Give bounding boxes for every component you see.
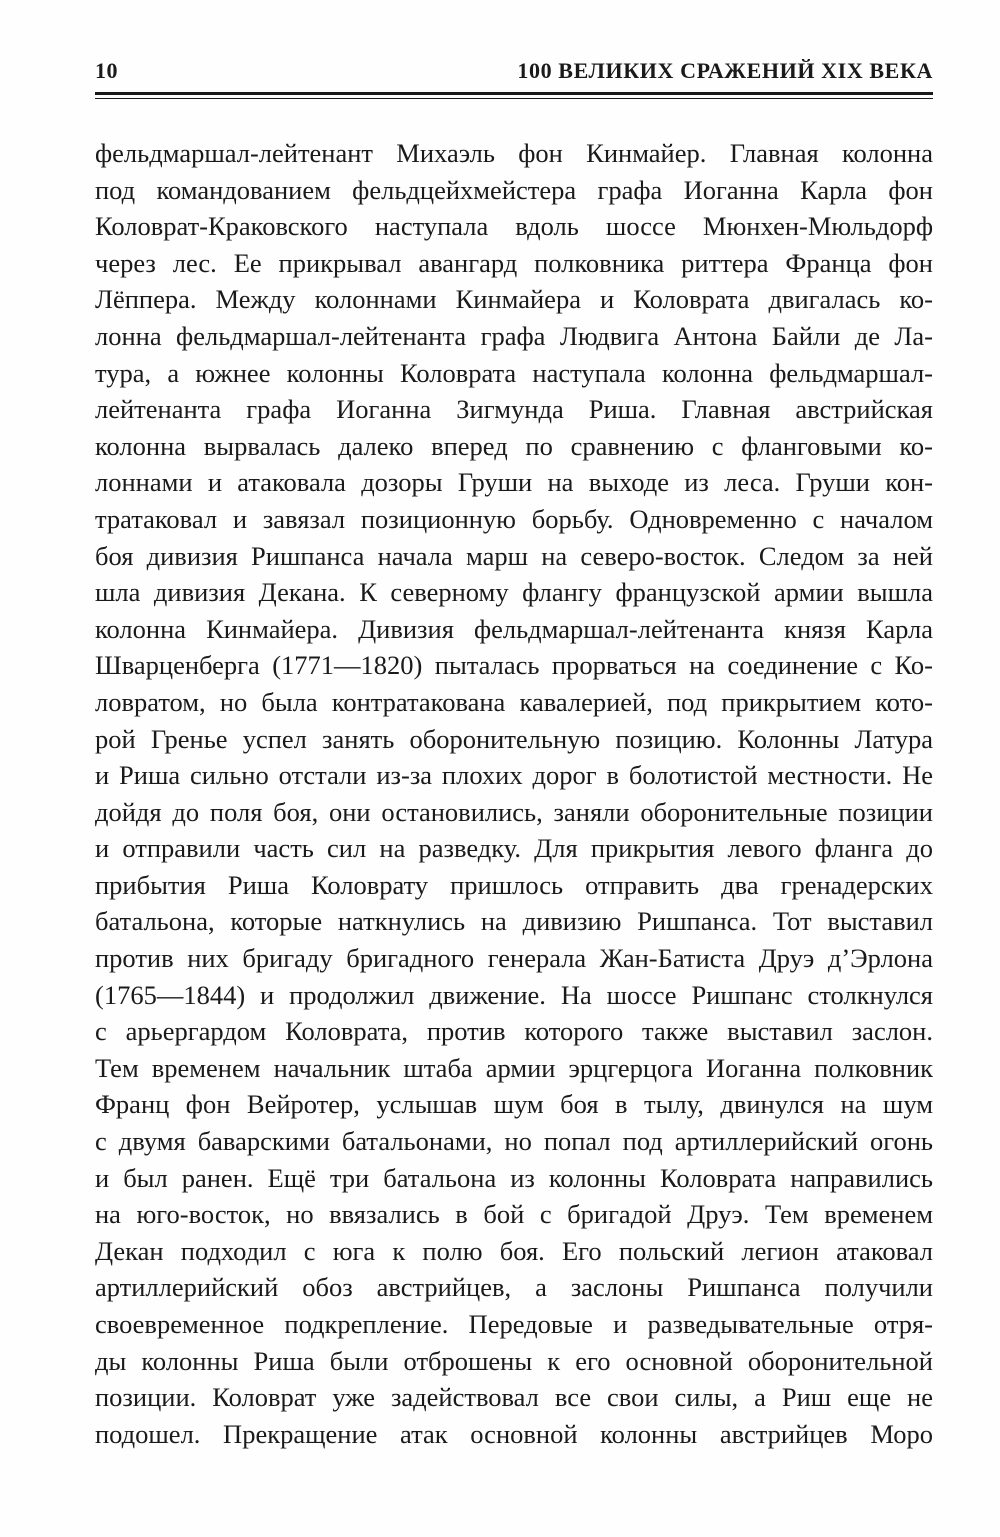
text-line: под командованием фельдцейхмейстера графа Иоганна Карла фон	[95, 174, 933, 205]
body-text	[95, 135, 933, 1452]
text-line: против них бригаду бригадного генерала Жан-Батиста Друэ д’Эрлона	[95, 943, 933, 974]
text-line: и был ранен. Ещё три батальона из колонны Коловрата направились	[95, 1162, 933, 1193]
text-line: (1765—1844) и продолжил движение. На шоссе Ришпанс столкнулся	[95, 979, 933, 1010]
running-head	[95, 58, 933, 92]
text-line: боя дивизия Ришпанса начала марш на северо-восток. Следом за ней	[95, 540, 933, 571]
text-line: с арьергардом Коловрата, против которого также выставил заслон.	[95, 1016, 933, 1047]
text-line: лонна фельдмаршал-лейтенанта графа Людвига Антона Байли де Ла-	[95, 320, 933, 351]
text-line: Шварценберга (1771—1820) пыталась прорваться на соединение с Ко-	[95, 650, 933, 681]
text-line: шла дивизия Декана. К северному флангу французской армии вышла	[95, 577, 933, 608]
text-line: рой Гренье успел занять оборонительную позицию. Колонны Латура	[95, 723, 933, 754]
text-line: ды колонны Риша были отброшены к его основной оборонительной	[95, 1345, 933, 1376]
text-line: и отправили часть сил на разведку. Для прикрытия левого фланга до	[95, 833, 933, 864]
text-line: подошел. Прекращение атак основной колонны австрийцев Моро	[95, 1418, 933, 1449]
text-line: дойдя до поля боя, они остановились, заняли оборонительные позиции	[95, 796, 933, 827]
text-line: фельдмаршал-лейтенант Михаэль фон Кинмайер. Главная колонна	[95, 138, 933, 168]
header-rule-thin	[95, 98, 933, 99]
text-line: с двумя баварскими батальонами, но попал под артиллерийский огонь	[95, 1126, 933, 1157]
text-line: Тем временем начальник штаба армии эрцгерцога Иоганна полковник	[95, 1052, 933, 1083]
text-line: прибытия Риша Коловрату пришлось отправить два гренадерских	[95, 869, 933, 900]
text-line: Лёппера. Между колоннами Кинмайера и Коловрата двигалась ко-	[95, 284, 933, 315]
text-line: позиции. Коловрат уже задействовал все свои силы, а Риш еще не	[95, 1382, 933, 1413]
text-line: на юго-восток, но ввязались в бой с бригадой Друэ. Тем временем	[95, 1199, 933, 1230]
book-title: 100 ВЕЛИКИХ СРАЖЕНИЙ XIX ВЕКА	[517, 58, 933, 83]
text-line: батальона, которые наткнулись на дивизию Ришпанса. Тот выставил	[95, 906, 933, 937]
text-line: колонна Кинмайера. Дивизия фельдмаршал-лейтенанта князя Карла	[95, 613, 933, 644]
text-line: и Риша сильно отстали из-за плохих дорог в болотистой местности. Не	[95, 760, 933, 791]
text-line: лейтенанта графа Иоганна Зигмунда Риша. Главная австрийская	[95, 394, 933, 425]
text-line: тура, а южнее колонны Коловрата наступала колонна фельдмаршал-	[95, 357, 933, 388]
text-line: Декан подходил с юга к полю боя. Его польский легион атаковал	[95, 1235, 933, 1266]
text-line: через лес. Ее прикрывал авангард полковника риттера Франца фон	[95, 247, 933, 278]
text-line: тратаковал и завязал позиционную борьбу. Одновременно с началом	[95, 503, 933, 534]
text-line: Франц фон Вейротер, услышав шум боя в тылу, двинулся на шум	[95, 1089, 933, 1120]
text-line: ловратом, но была контратакована кавалерией, под прикрытием кото-	[95, 686, 933, 717]
text-line: Коловрат-Краковского наступала вдоль шоссе Мюнхен-Мюльдорф	[95, 211, 933, 242]
page-number: 10	[95, 58, 118, 83]
text-line: своевременное подкрепление. Передовые и разведывательные отря-	[95, 1309, 933, 1339]
text-line: артиллерийский обоз австрийцев, а заслоны Ришпанса получили	[95, 1272, 933, 1303]
text-line: колонна вырвалась далеко вперед по сравнению с фланговыми ко-	[95, 430, 933, 461]
text-line: лоннами и атаковала дозоры Груши на выходе из леса. Груши кон-	[95, 467, 933, 498]
header-rule-thick	[95, 92, 933, 95]
